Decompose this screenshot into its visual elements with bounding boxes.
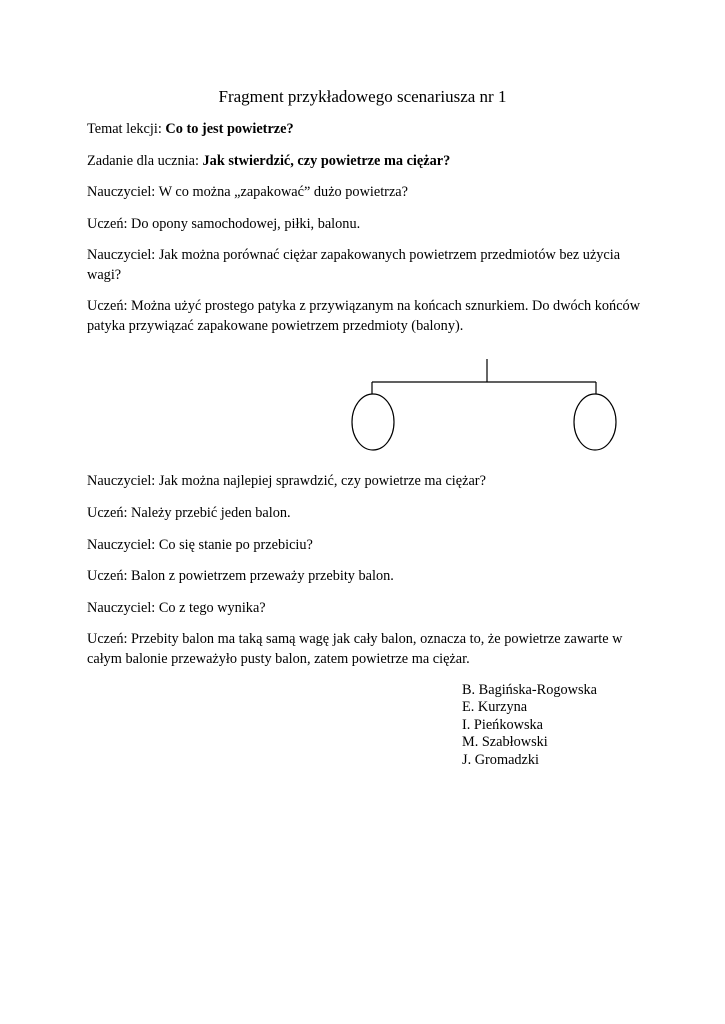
dialogue-line: Uczeń: Należy przebić jeden balon. bbox=[87, 505, 291, 521]
dialogue-line: Uczeń: Można użyć prostego patyka z przywiązanym na końcach sznurkiem. Do dwóch końców patyka przywiązać zapakowane powietrzem przedmioty (balony). bbox=[87, 298, 641, 334]
dialogue-line: Nauczyciel: Co z tego wynika? bbox=[87, 600, 266, 616]
lesson-topic-value: Co to jest powietrze? bbox=[165, 121, 294, 137]
dialogue-line: Nauczyciel: Jak można najlepiej sprawdzić, czy powietrze ma ciężar? bbox=[87, 473, 486, 489]
dialogue-line: Uczeń: Balon z powietrzem przeważy przebity balon. bbox=[87, 568, 394, 584]
dialogue-line: Nauczyciel: Co się stanie po przebiciu? bbox=[87, 537, 313, 553]
author-name: M. Szabłowski bbox=[462, 734, 548, 751]
right-balloon bbox=[574, 394, 616, 450]
student-task-label: Zadanie dla ucznia: bbox=[87, 153, 203, 169]
page-title: Fragment przykładowego scenariusza nr 1 bbox=[218, 87, 507, 106]
dialogue-line: Nauczyciel: W co można „zapakować” dużo powietrza? bbox=[87, 184, 408, 200]
author-name: J. Gromadzki bbox=[462, 751, 540, 768]
lesson-topic-label: Temat lekcji: bbox=[87, 121, 166, 137]
author-name: E. Kurzyna bbox=[462, 699, 528, 716]
student-task-value: Jak stwierdzić, czy powietrze ma ciężar? bbox=[202, 153, 451, 169]
author-name: I. Pieńkowska bbox=[462, 716, 544, 733]
author-name: B. Bagińska-Rogowska bbox=[462, 682, 598, 698]
dialogue-line: Uczeń: Przebity balon ma taką samą wagę jak cały balon, oznacza to, że powietrze zawarte w całym balonie przeważyło pusty balon, zatem powietrze ma ciężar. bbox=[87, 631, 623, 667]
lesson-topic bbox=[87, 120, 652, 140]
dialogue-line: Nauczyciel: Jak można porównać ciężar zapakowanych powietrzem przedmiotów bez użycia wagi? bbox=[87, 247, 621, 283]
author-list bbox=[462, 682, 597, 769]
left-balloon bbox=[352, 394, 394, 450]
balloon-balance-diagram bbox=[340, 358, 640, 458]
student-task bbox=[87, 152, 652, 172]
dialogue-line: Uczeń: Do opony samochodowej, piłki, balonu. bbox=[87, 216, 361, 232]
